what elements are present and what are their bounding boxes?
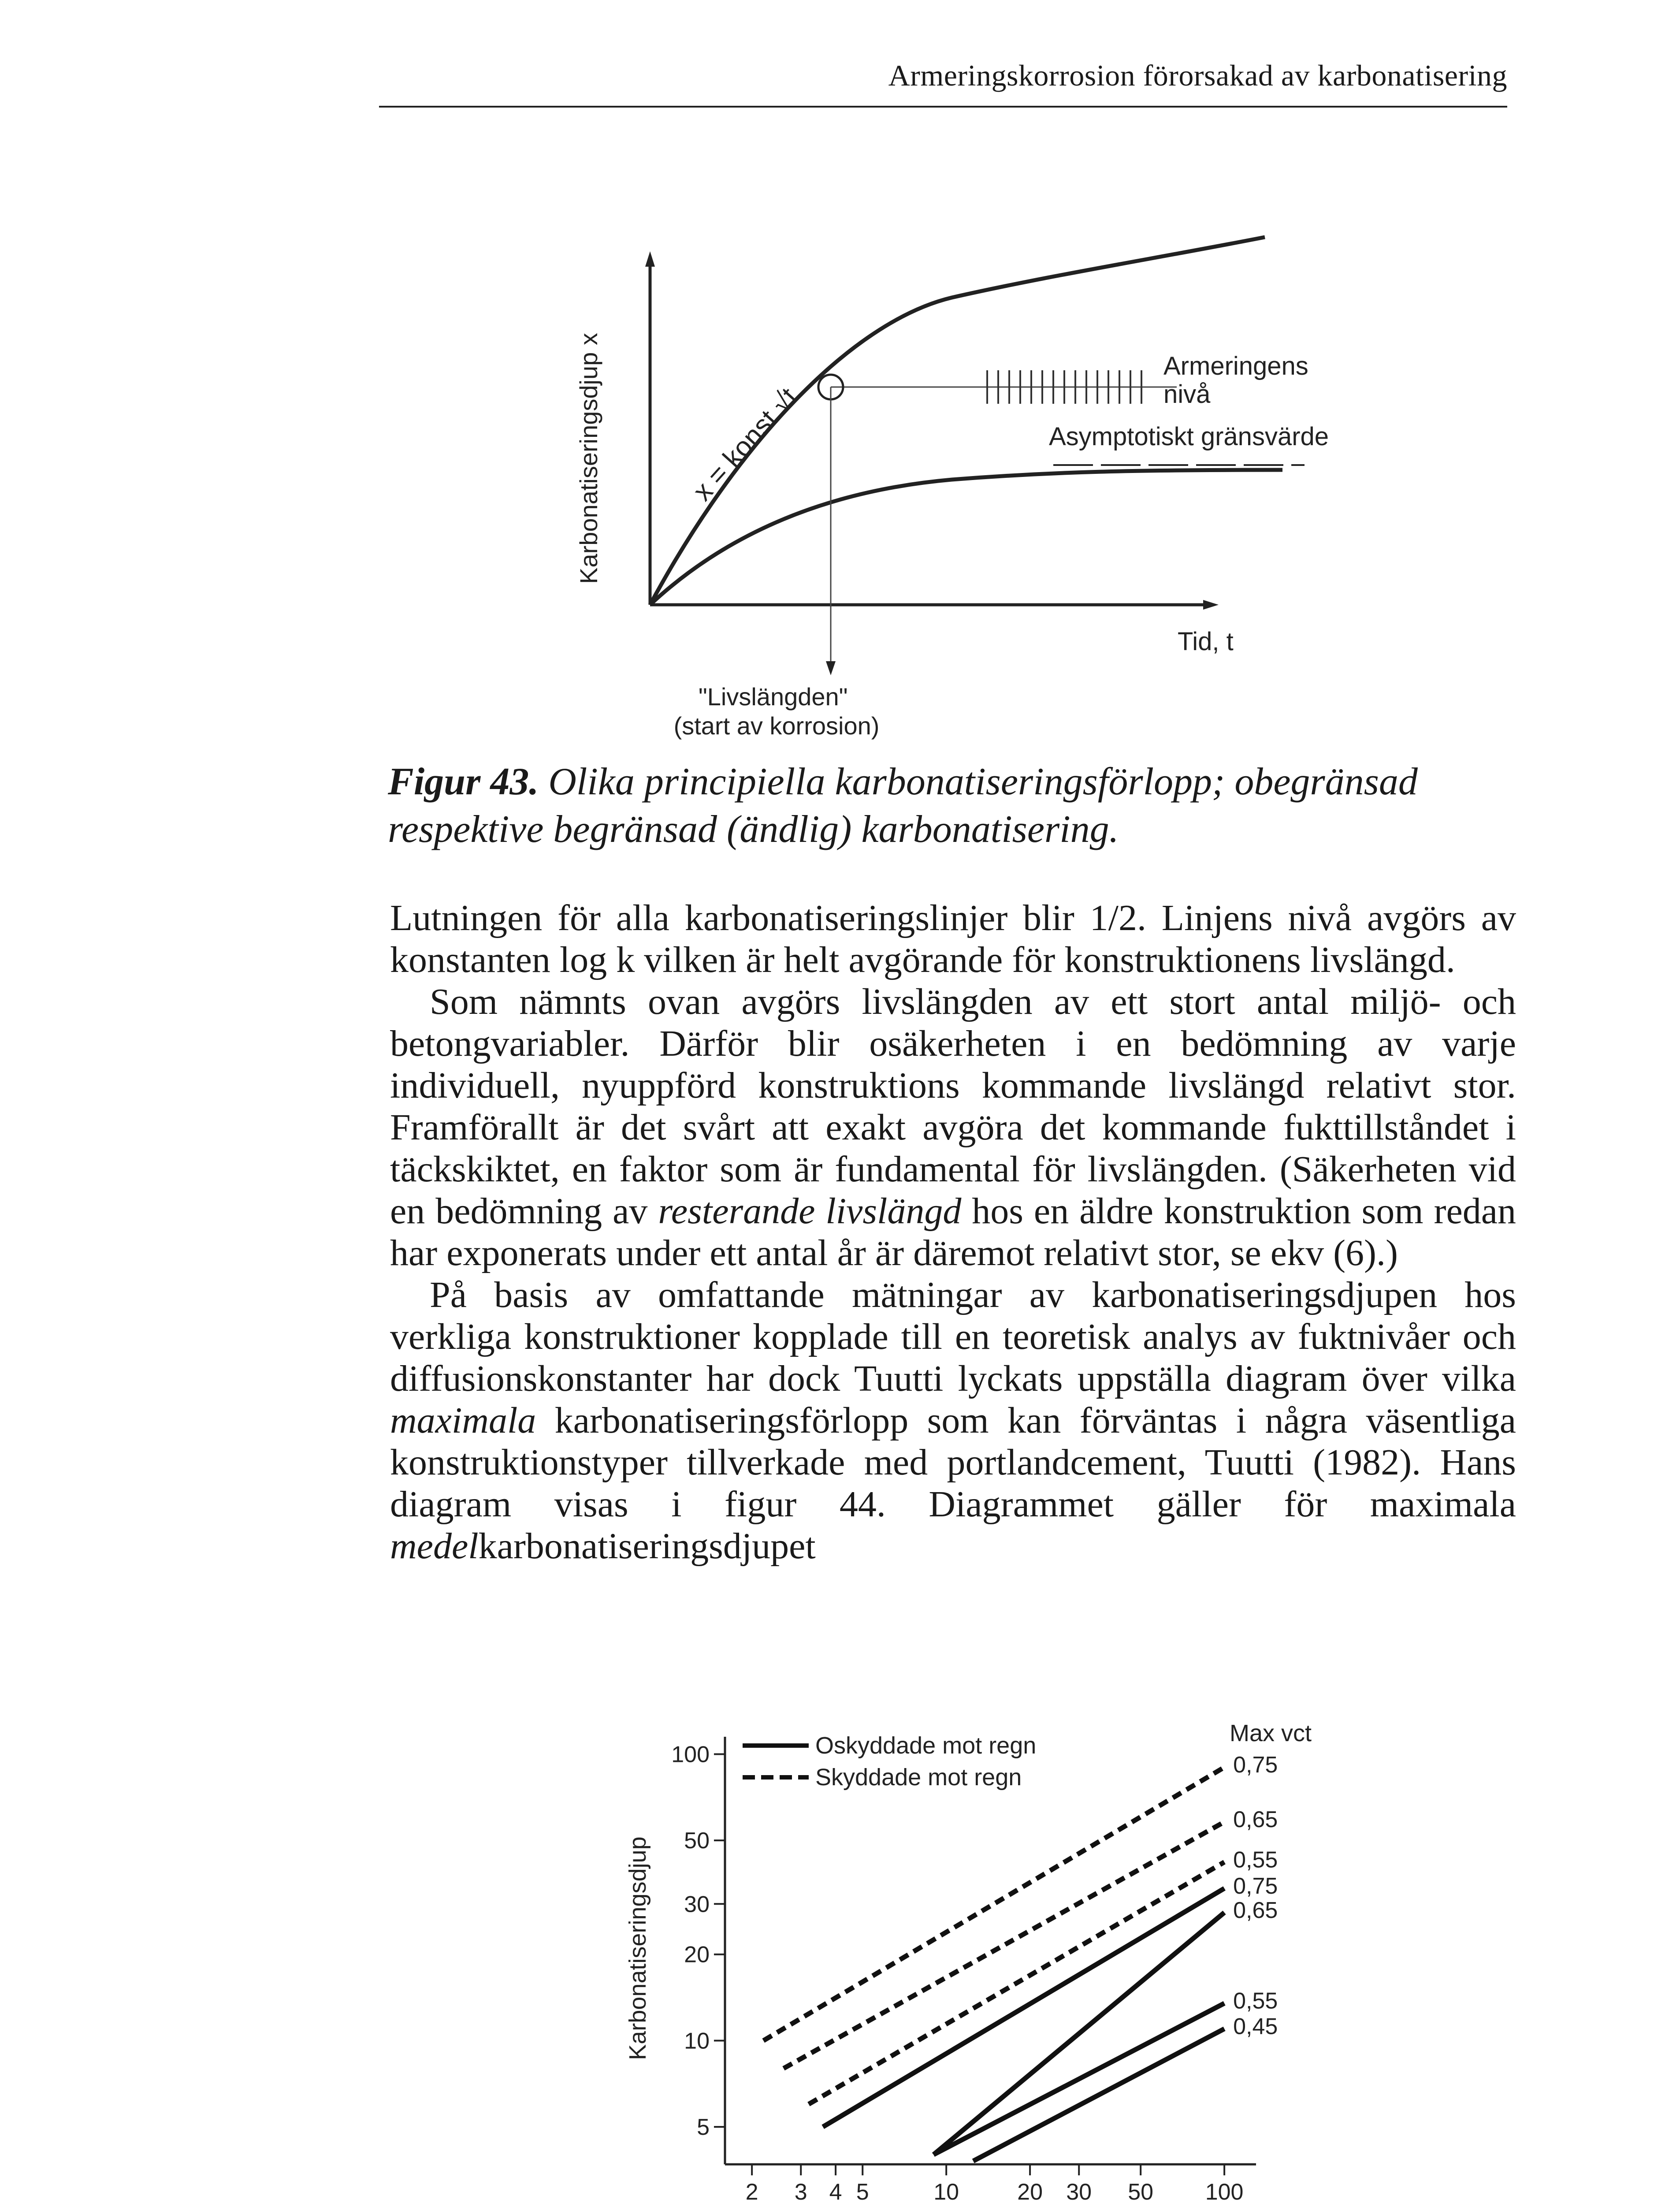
fig43-y-axis-label: Karbonatiseringsdjup x [575, 333, 602, 584]
fig43-lifetime-arrow [826, 661, 836, 675]
running-title: Armeringskorrosion förorsakad av karbonatisering [888, 59, 1507, 92]
fig44-series-label: 0,45 [1233, 2014, 1278, 2040]
fig44-series-line [784, 1822, 1224, 2068]
fig44-series-line [973, 2029, 1224, 2161]
fig44-x-tick-label: 30 [1066, 2179, 1092, 2204]
fig44-x-tick-label: 3 [794, 2179, 807, 2204]
fig43-y-axis-arrow [645, 251, 655, 267]
fig44-y-tick-label: 30 [684, 1891, 710, 1917]
fig44-series-line [809, 1862, 1224, 2104]
paragraph-2: Som nämnts ovan avgörs livslängden av ett stort antal miljö- och betongvariabler. Därför blir osäkerheten i en bedömning av varje individuell, nyuppförd konstruktions kommande livslängd relativt stor. Framförallt är det svårt att exakt avgöra det kommande fukttillståndet i täckskiktet, en faktor som är fundamental för livslängden. (Säkerheten vid en bedömning av resterande livslängd hos en äldre konstruktion som redan har exponerats under ett antal år är däremot relativt stor, se ekv (6).) [390, 981, 1516, 1273]
paragraph-1: Lutningen för alla karbonatiseringslinjer blir 1/2. Linjens nivå avgörs av konstanten log k vilken är helt avgörande för konstruktionens livslängd. [390, 897, 1516, 980]
fig44-y-tick-label: 50 [684, 1828, 710, 1854]
fig43-x-axis-arrow [1203, 600, 1219, 610]
fig44-y-tick-label: 5 [697, 2115, 710, 2141]
emphasis-medel: medel [390, 1526, 479, 1567]
figure-43-caption-text: Olika principiella karbonatiseringsförlopp; obegränsad respektive begränsad (ändlig) karbonatisering. [388, 760, 1418, 851]
fig43-bounded-curve [650, 470, 1282, 605]
fig44-series-label: 0,55 [1233, 1988, 1278, 2014]
legend-protected-label: Skyddade mot regn [815, 1764, 1022, 1791]
fig43-unbounded-curve [650, 237, 1265, 605]
legend-max-vct-label: Max vct [1230, 1720, 1312, 1746]
fig43-asymptote-label: Asymptotiskt gränsvärde [1049, 422, 1329, 451]
fig44-series-label: 0,65 [1233, 1807, 1278, 1833]
fig44-x-tick-label: 2 [745, 2179, 758, 2204]
fig43-curve-label: x = konst √t [687, 382, 804, 507]
paragraph-3: På basis av omfattande mätningar av karbonatiseringsdjupen hos verkliga konstruktioner kopplade till en teoretisk analys av fuktnivåer och diffusionskonstanter har dock Tuutti lyckats uppställa diagram över vilka maximala karbonatiseringsförlopp som kan förväntas i några väsentliga konstruktionstyper tillverkade med portlandcement, Tuutti (1982). Hans diagram visas i figur 44. Diagrammet gäller för maximala medelkarbonatiseringsdjupet [390, 1274, 1516, 1567]
fig44-x-tick-label: 4 [829, 2179, 842, 2204]
emphasis-resterande: resterande livslängd [658, 1191, 962, 1232]
fig43-lifetime-label: "Livslängden" (start av korrosion) [673, 683, 880, 740]
fig44-y-tick-label: 10 [684, 2028, 710, 2054]
fig44-series-label: 0,75 [1233, 1752, 1278, 1778]
fig43-reinforcement-label: Armeringens nivå [1163, 352, 1308, 409]
figure-43-caption-label: Figur 43. [388, 760, 539, 803]
figure-43-caption [388, 758, 1516, 853]
fig44-y-tick-label: 100 [671, 1742, 710, 1768]
emphasis-maximala: maximala [390, 1400, 536, 1441]
fig43-x-axis-label: Tid, t [1178, 627, 1234, 656]
fig44-series-line [933, 2003, 1224, 2155]
figure-43 [507, 207, 1388, 745]
fig44-x-tick-label: 20 [1017, 2179, 1043, 2204]
fig44-x-tick-label: 10 [933, 2179, 959, 2204]
running-header [379, 53, 1507, 108]
body-text [390, 897, 1516, 1567]
fig44-series-label: 0,75 [1233, 1873, 1278, 1899]
fig44-x-tick-label: 100 [1205, 2179, 1244, 2204]
fig44-y-axis-label: Karbonatiseringsdjup [624, 1836, 651, 2060]
fig44-x-tick-label: 50 [1128, 2179, 1154, 2204]
fig44-series-label: 0,55 [1233, 1847, 1278, 1873]
fig44-x-tick-label: 5 [856, 2179, 869, 2204]
fig44-y-tick-label: 20 [684, 1942, 710, 1968]
fig44-series-label: 0,65 [1233, 1897, 1278, 1923]
fig44-series-line [823, 1888, 1224, 2127]
figure-44-chart [608, 1710, 1357, 2204]
legend-unprotected-label: Oskyddade mot regn [815, 1732, 1037, 1759]
